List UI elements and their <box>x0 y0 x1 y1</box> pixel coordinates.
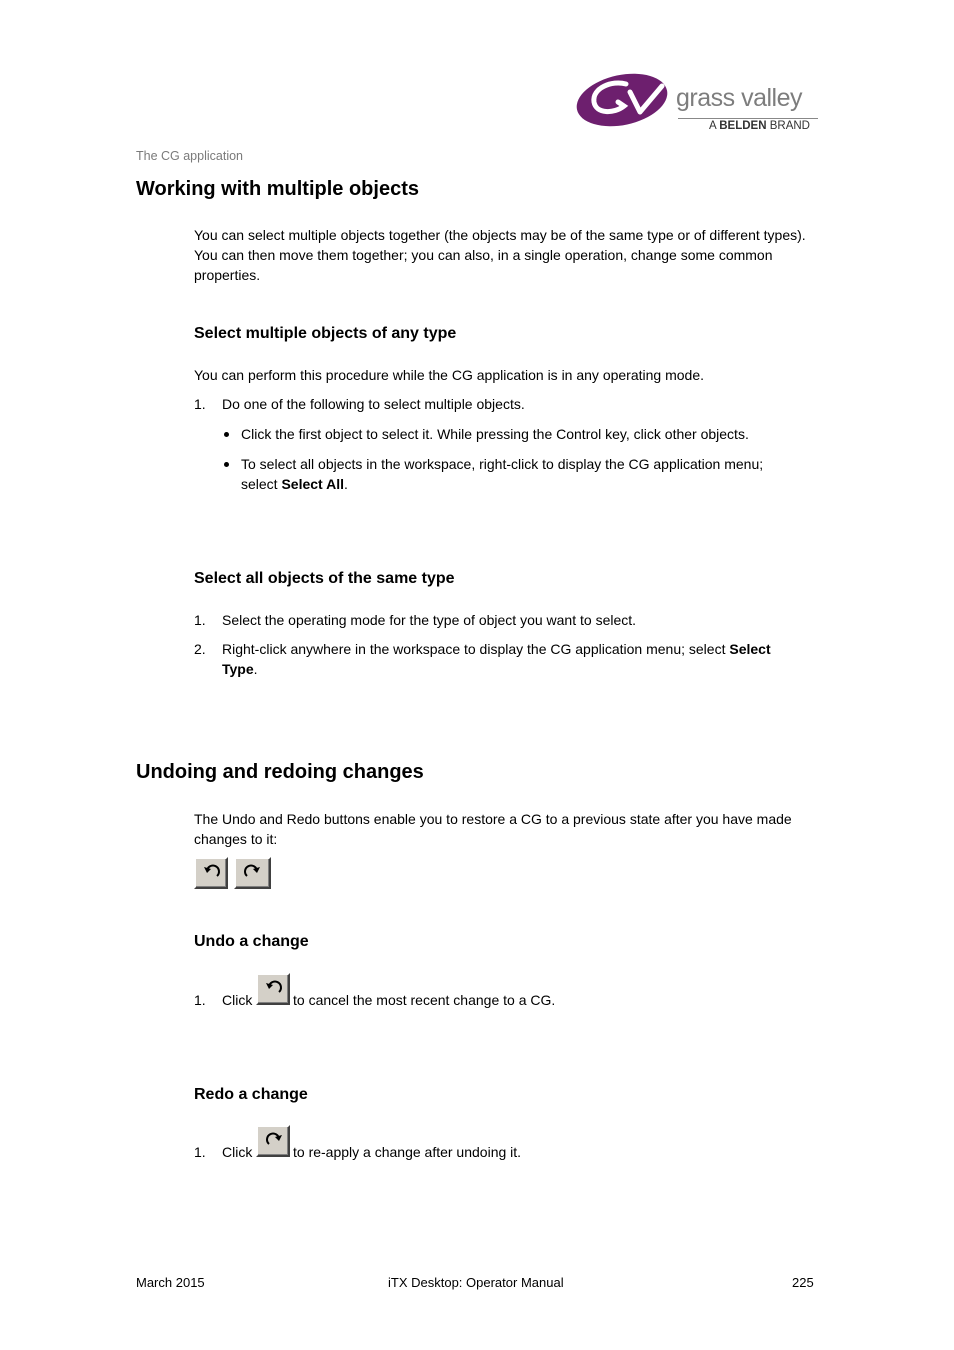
redo-button-image <box>234 857 271 889</box>
step-text: to re-apply a change after undoing it. <box>293 1144 522 1160</box>
step-number: 1. <box>194 992 206 1008</box>
subsection-title-redo: Redo a change <box>194 1086 308 1103</box>
step-number: 1. <box>194 396 206 412</box>
bullet-icon <box>224 432 229 437</box>
bullet-item: Click the first object to select it. While pressing the Control key, click other objects. <box>241 426 749 442</box>
logo-wordmark: grass valley <box>676 84 802 112</box>
section-title-undo-redo: Undoing and redoing changes <box>136 761 424 783</box>
step-text: Do one of the following to select multiple objects. <box>222 396 525 412</box>
logo-brand-line: A BELDEN BRAND <box>709 120 810 132</box>
sub1-intro: You can perform this procedure while the CG application is in any operating mode. <box>194 367 704 383</box>
step-number: 2. <box>194 641 206 657</box>
redo-icon <box>242 863 262 883</box>
redo-button-inline <box>256 1125 290 1157</box>
undo-icon <box>264 979 284 999</box>
redo-icon <box>264 1131 284 1151</box>
step-text-click: Click <box>222 1144 253 1160</box>
running-head: The CG application <box>136 149 244 163</box>
section2-intro: The Undo and Redo buttons enable you to restore a CG to a previous state after you have made changes to it: <box>194 811 792 847</box>
undo-icon <box>202 863 222 883</box>
step-text: Select the operating mode for the type of object you want to select. <box>222 612 637 628</box>
undo-button-image <box>194 857 228 889</box>
step-text-click: Click <box>222 992 253 1008</box>
step-number: 1. <box>194 612 206 628</box>
subsection-title-same-type: Select all objects of the same type <box>194 570 455 587</box>
step-number: 1. <box>194 1144 206 1160</box>
bullet-icon <box>224 462 229 467</box>
bullet-item: To select all objects in the workspace, right-click to display the CG application menu; select Select All. <box>241 456 764 492</box>
step-text: to cancel the most recent change to a CG. <box>293 992 556 1008</box>
subsection-title-undo: Undo a change <box>194 933 309 950</box>
section-title-multiple-objects: Working with multiple objects <box>136 178 419 200</box>
footer-title: iTX Desktop: Operator Manual <box>388 1275 564 1290</box>
undo-button-inline <box>256 973 290 1005</box>
step-text: Right-click anywhere in the workspace to display the CG application menu; select Select Type. <box>222 641 771 677</box>
footer-page-number: 225 <box>792 1275 814 1290</box>
grass-valley-logo <box>574 70 824 136</box>
logo-divider <box>678 118 818 119</box>
gv-logo-mark-icon <box>574 70 676 130</box>
section1-intro: You can select multiple objects together (the objects may be of the same type or of different types). You can then move them together; you can also, in a single operation, change some common properties. <box>194 227 806 283</box>
subsection-title-any-type: Select multiple objects of any type <box>194 325 457 342</box>
footer-date: March 2015 <box>136 1275 205 1290</box>
